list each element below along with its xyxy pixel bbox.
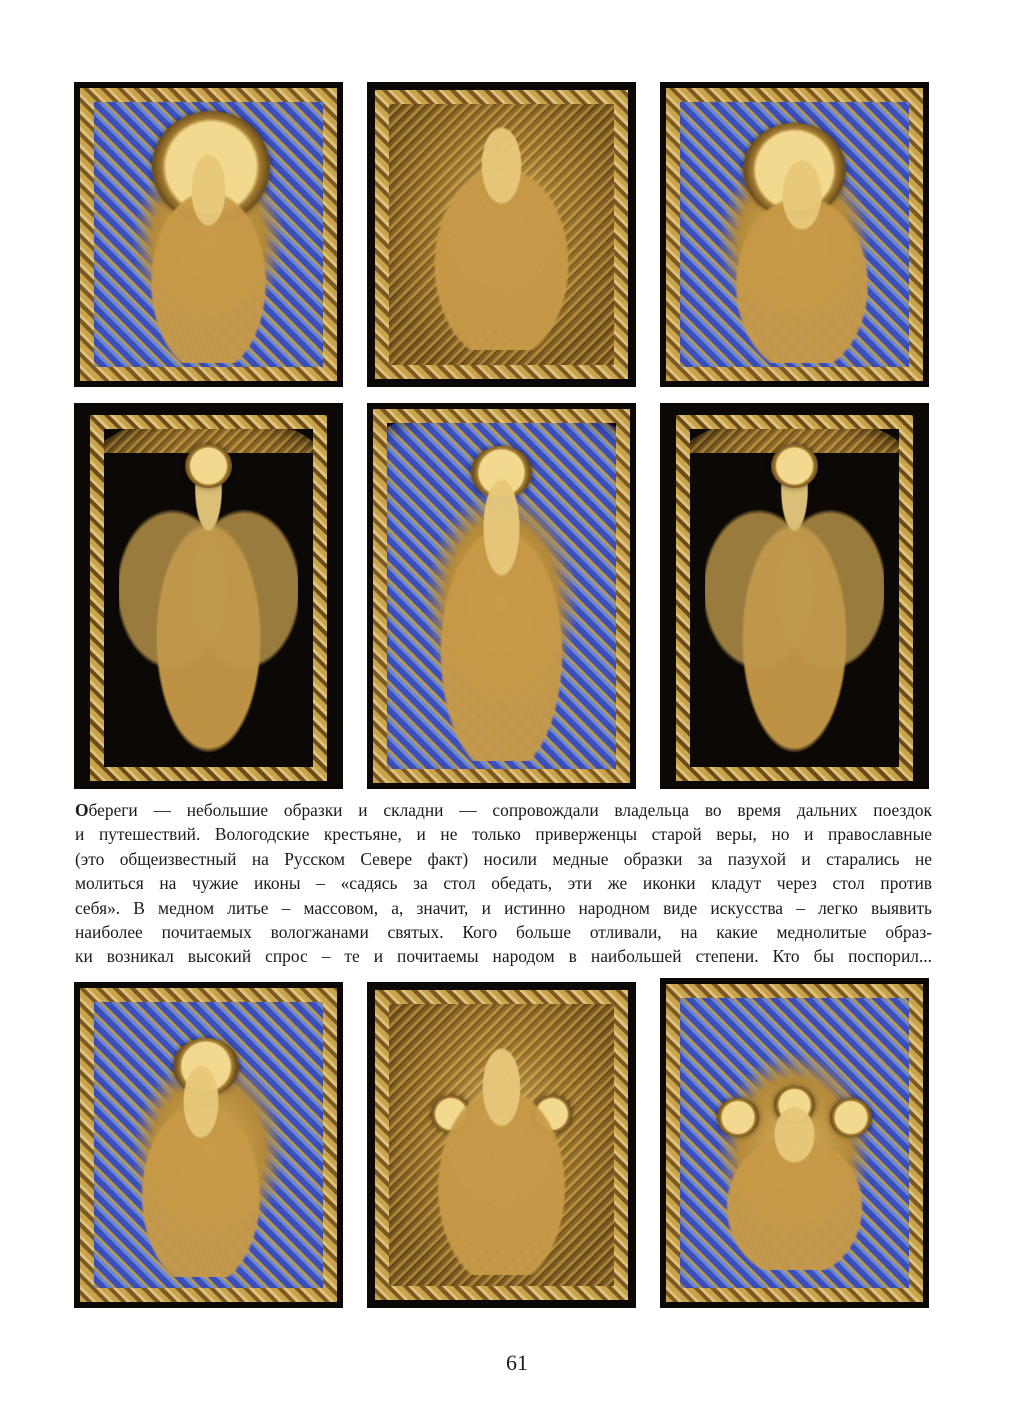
caption-line-4: молиться на чужие иконы – «садясь за стол обедать, эти же иконки кладут через стол против <box>75 873 932 894</box>
caption-line-3: (это общеизвестный на Русском Севере факт) носили медные образки за пазухой и старались не <box>75 848 932 869</box>
caption-text <box>75 798 932 969</box>
caption-line-7: ки возникал высокий спрос – те и почитаемы народом в наибольшей степени. Кто бы поспорил... <box>75 946 932 967</box>
icon-photo-saint-george <box>74 982 343 1308</box>
icon-photo-holy-trinity <box>660 978 929 1308</box>
caption-drop-letter: О <box>75 800 89 820</box>
icon-photo-annunciation <box>367 982 636 1308</box>
icon-photo-mother-of-god <box>74 82 343 387</box>
caption-line-1: Обереги — небольшие образки и складни — сопровождали владельца во время дальних поездок <box>75 800 932 820</box>
caption-line-5: себя». В медном литье – массовом, а, значит, и истинно народном виде искусства – легко выявить <box>75 897 932 918</box>
icon-photo-archangel-right <box>660 403 929 789</box>
caption-line-2: и путешествий. Вологодские крестьяне, и не только приверженцы старой веры, но и православные <box>75 824 932 845</box>
icon-photo-saints-on-horseback <box>367 82 636 387</box>
page-number: 61 <box>506 1350 528 1375</box>
icon-photo-archangel-left <box>74 403 343 789</box>
icon-photo-christ-enthroned <box>367 403 636 789</box>
caption-line-6: наиболее почитаемых вологжанами святых. Кого больше отливали, на какие меднолитые образ- <box>75 922 932 943</box>
icon-photo-kazan-mother-of-god <box>660 82 929 387</box>
